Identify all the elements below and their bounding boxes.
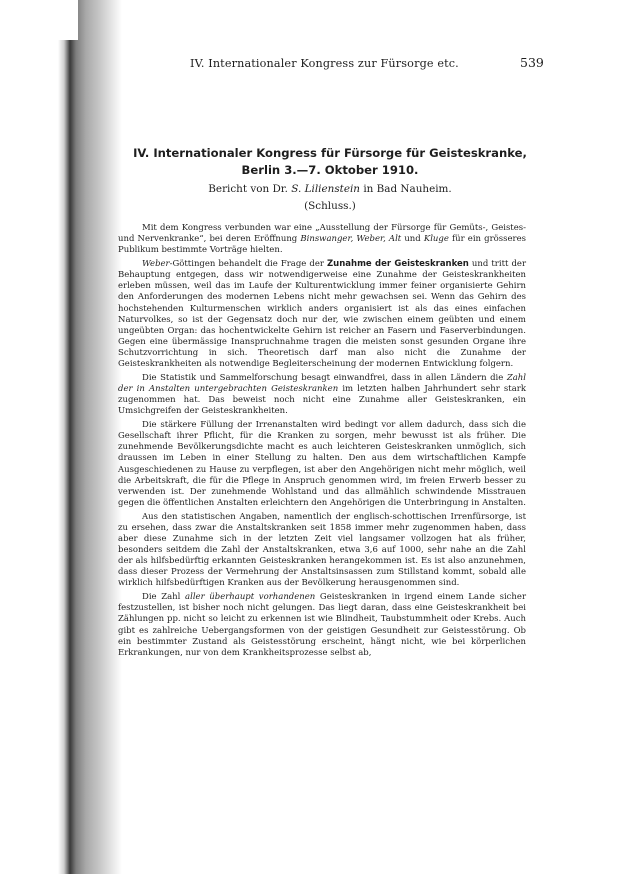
byline-suffix: in Bad Nauheim. (363, 183, 452, 195)
byline (120, 181, 540, 215)
title-line-2: Berlin 3.—7. Oktober 1910. (241, 163, 419, 177)
page-number: 539 (520, 55, 544, 70)
paragraph-asylum-filling: Die stärkere Füllung der Irrenanstalten wird bedingt vor allem dadurch, dass sich die Gesellschaft ihrer Pflicht, für die Kranken zu sorgen, mehr bewusst ist als früher. Die zunehmende Bevölkerungsdichte macht es auch leichteren Geisteskranken unmöglich, sich draussen im Leben in einer Stellung zu halten. Den aus dem wirtschaftlichen Kampfe Ausgeschiedenen zu Hause zu verpflegen, ist aber den Angehörigen nicht mehr möglich, weil die Arbeitskraft, die für die Pflege in Anspruch genommen wird, im freien Erwerb besser zu verwenden ist. Der zunehmende Wohlstand und das allmählich schwindende Misstrauen gegen die öffentlichen Anstalten erleichtern den Angehörigen die Unterbringung in Anstalten. (118, 420, 526, 508)
article-body (118, 223, 526, 662)
byline-prefix: Bericht von Dr. (208, 183, 288, 195)
paragraph-statistical-data: Aus den statistischen Angaben, namentlich der englisch-schottischen Irrenfürsorge, ist zu ersehen, dass zwar die Anstaltskranken seit 1858 immer mehr zugenommen haben, dass aber diese Zunahme sich in der letzten Zeit viel langsamer vollzogen hat als früher, besonders seitdem die Zahl der Anstaltskranken, etwa 3,6 auf 1000, sehr nahe an die Zahl der als hilfsbedürftig erkannten Geisteskranken herangekommen ist. Es ist also anzunehmen, dass dieser Prozess der Vermehrung der Anstaltsinsassen zum Stillstand kommt, sobald alle wirklich hilfsbedürftigen Kranken aus der Bevölkerung herausgenommen sind. (118, 511, 526, 589)
paragraph-statistics: Die Statistik und Sammelforschung besagt einwandfrei, dass in allen Ländern die Zahl der in Anstalten untergebrachten Geisteskranken im letzten halben Jahrhundert sehr stark zugenommen hat. Das beweist noch nicht eine Zunahme aller Geisteskranken, ein Umsichgreifen der Geisteskrankheiten. (118, 372, 526, 417)
author-line (120, 181, 540, 198)
author-name: S. Lilienstein (291, 183, 360, 195)
running-header: IV. Internationaler Kongress zur Fürsorge etc. (190, 57, 459, 70)
paragraph-exhibition: Mit dem Kongress verbunden war eine „Ausstellung der Fürsorge für Gemüts-, Geistes- und Nervenkranke“, bei deren Eröffnung Binswanger, Weber, Alt und Kluge für ein grösseres Publikum bestimmte Vorträge hielten. (118, 223, 526, 256)
paragraph-weber: Weber-Göttingen behandelt die Frage der Zunahme der Geisteskranken und tritt der Behauptung entgegen, dass wir notwendigerweise eine Zunahme der Geisteskrankheiten erleben müssen, weil das im Laufe der Kulturentwicklung immer feiner organisierte Gehirn den Anforderungen des modernen Lebens nicht mehr gewachsen sei. Wenn das Gehirn des hochstehenden Kulturmenschen wirklich anders organisiert ist als das eines einfachen Naturvolkes, so ist der Gegensatz doch nur der, wie zwischen einem geübten und einem ungeübten Organ: das hochentwickelte Gehirn ist reicher an Fasern und Faserverbindungen. Gegen eine übermässige Inanspruchnahme tragen die meisten sonst gesunden Organe ihre Schutzvorrichtung in sich. Theoretisch darf man also nicht die Zunahme der Geisteskrankheiten als notwendige Begleiterscheinung der modernen Entwicklung folgern. (118, 259, 527, 369)
article-title (120, 145, 540, 179)
title-line-1: IV. Internationaler Kongress für Fürsorge für Geisteskranke, (133, 146, 527, 160)
paragraph-total-count: Die Zahl aller überhaupt vorhandenen Geisteskranken in irgend einem Lande sicher festzustellen, ist bisher noch nicht gelungen. Das liegt daran, dass eine Geisteskrankheit bei Zählungen pp. nicht so leicht zu erkennen ist wie Blindheit, Taubstummheit oder Krebs. Auch gibt es zahlreiche Uebergangsformen von der geistigen Gesundheit zur Geistesstörung. Ob ein bestimmter Zustand als Geistesstörung erscheint, hängt nicht, wie bei körperlichen Erkrankungen, nur von dem Krankheitsprozesse selbst ab, (118, 592, 527, 658)
continuation-note: (Schluss.) (304, 200, 356, 212)
